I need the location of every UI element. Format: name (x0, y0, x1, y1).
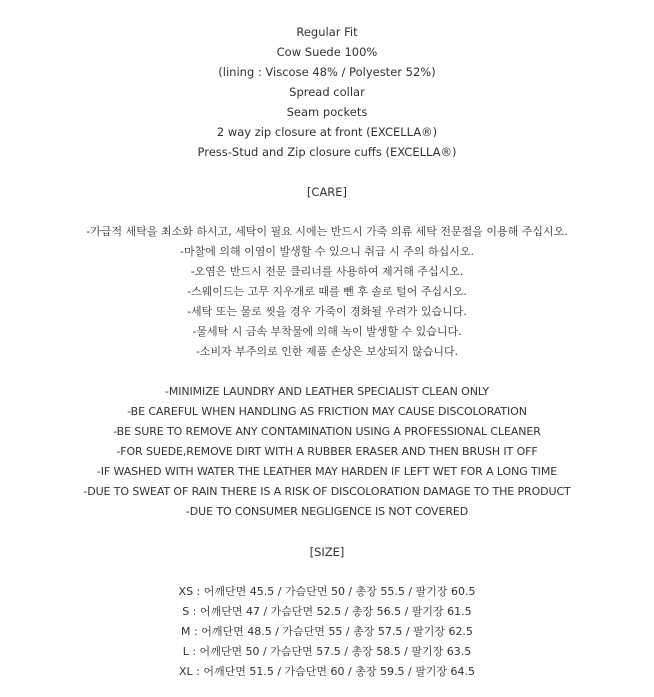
spec-fit: Regular Fit (296, 25, 358, 39)
care-en-item: -BE SURE TO REMOVE ANY CONTAMINATION USING A PROFESSIONAL CLEANER (113, 425, 541, 438)
care-heading: [CARE] (306, 185, 348, 199)
spec-material: Cow Suede 100% (276, 45, 378, 59)
care-en-item: -IF WASHED WITH WATER THE LEATHER MAY HARDEN IF LEFT WET FOR A LONG TIME (96, 465, 558, 478)
care-en-item: -MINIMIZE LAUNDRY AND LEATHER SPECIALIST CLEAN ONLY (164, 385, 490, 398)
spec-front-closure: 2 way zip closure at front (EXCELLA®) (216, 125, 438, 139)
care-en-item: -DUE TO SWEAT OF RAIN THERE IS A RISK OF DISCOLORATION DAMAGE TO THE PRODUCT (83, 485, 571, 498)
spec-pockets: Seam pockets (286, 105, 368, 119)
care-kr-item: -마찰에 의해 이염이 발생할 수 있으니 취급 시 주의 하십시오. (180, 245, 474, 258)
care-kr-item: -물세탁 시 금속 부착물에 의해 녹이 발생할 수 있습니다. (192, 325, 462, 338)
size-row-m: M : 어깨단면 48.5 / 가슴단면 55 / 총장 57.5 / 팔기장 62.5 (181, 625, 473, 638)
care-en-item: -DUE TO CONSUMER NEGLIGENCE IS NOT COVERED (185, 505, 469, 518)
size-row-xl: XL : 어깨단면 51.5 / 가슴단면 60 / 총장 59.5 / 팔기장 64.5 (178, 665, 476, 678)
care-kr-item: -스웨이드는 고무 지우개로 때를 뺀 후 솔로 털어 주십시오. (187, 285, 467, 298)
size-heading: [SIZE] (309, 545, 345, 559)
size-row-s: S : 어깨단면 47 / 가슴단면 52.5 / 총장 56.5 / 팔기장 61.5 (182, 605, 472, 618)
care-en-item: -FOR SUEDE,REMOVE DIRT WITH A RUBBER ERASER AND THEN BRUSH IT OFF (116, 445, 538, 458)
care-kr-item: -가급적 세탁을 최소화 하시고, 세탁이 필요 시에는 반드시 가죽 의류 세탁 전문점을 이용해 주십시오. (86, 225, 568, 238)
spec-lining: (lining : Viscose 48% / Polyester 52%) (218, 65, 436, 79)
size-row-xs: XS : 어깨단면 45.5 / 가슴단면 50 / 총장 55.5 / 팔기장 60.5 (178, 585, 476, 598)
care-kr-item: -오염은 반드시 전문 클리너를 사용하여 제거해 주십시오. (190, 265, 464, 278)
care-kr-item: -세탁 또는 물로 씻을 경우 가죽이 경화될 우려가 있습니다. (187, 305, 467, 318)
size-row-l: L : 어깨단면 50 / 가슴단면 57.5 / 총장 58.5 / 팔기장 63.5 (182, 645, 472, 658)
spec-collar: Spread collar (289, 85, 365, 99)
spec-cuff-closure: Press-Stud and Zip closure cuffs (EXCELLA®) (197, 145, 457, 159)
care-kr-item: -소비자 부주의로 인한 제품 손상은 보상되지 않습니다. (195, 345, 459, 358)
care-en-item: -BE CAREFUL WHEN HANDLING AS FRICTION MAY CAUSE DISCOLORATION (127, 405, 527, 418)
